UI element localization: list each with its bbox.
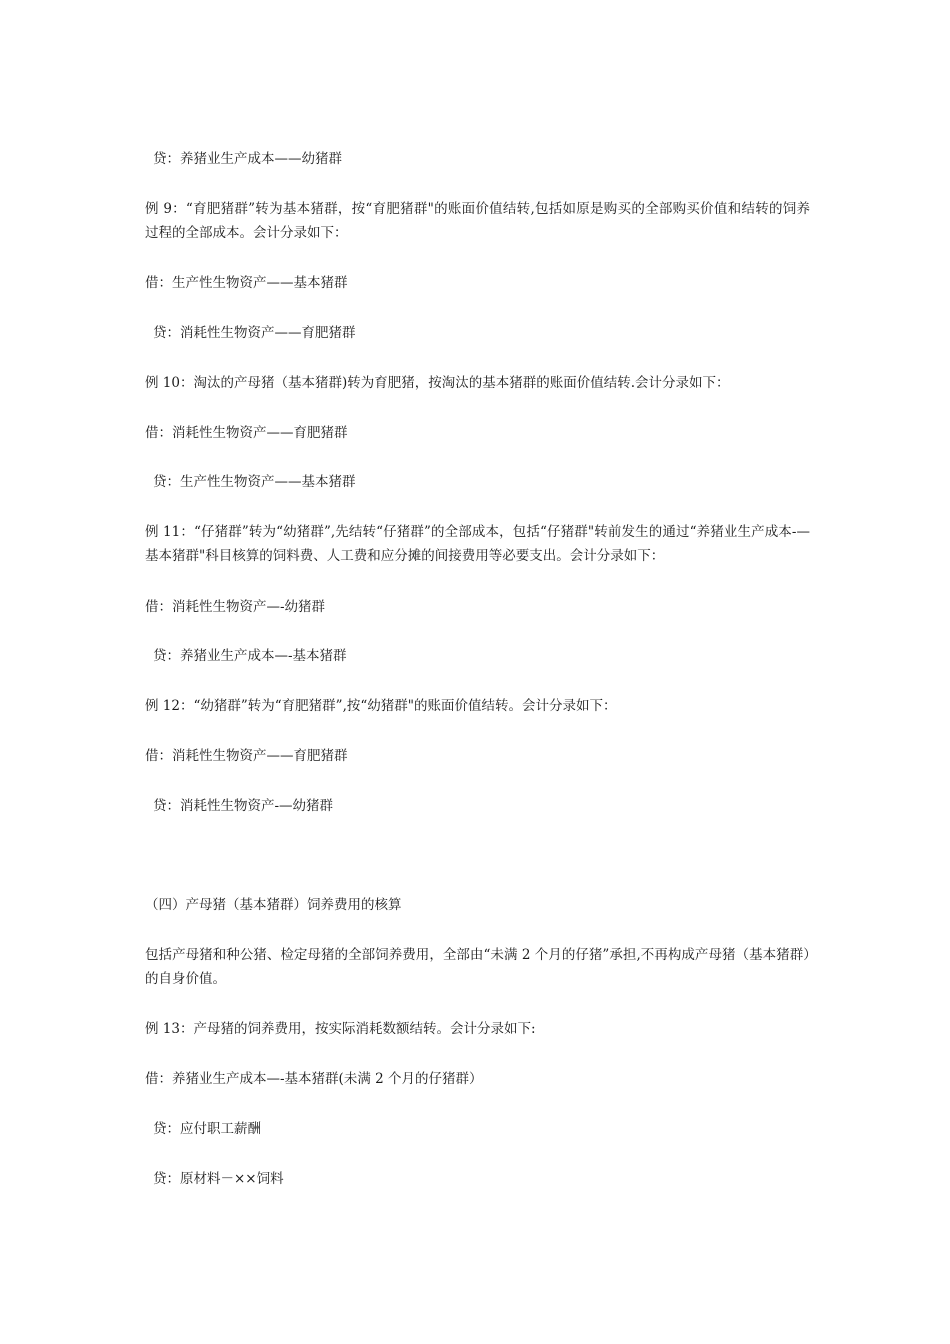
credit-line-consumable-fattening: 贷：消耗性生物资产——育肥猪群 [153,325,356,341]
credit-line-young-pig: 贷：养猪业生产成本——幼猪群 [153,151,342,167]
example-10-paragraph: 例 10：淘汰的产母猪（基本猪群)转为育肥猪，按淘汰的基本猪群的账面价值结转.会计分录如下： [145,375,730,391]
debit-line-consumable-fattening: 借：消耗性生物资产——育肥猪群 [145,425,348,441]
credit-line-feed-material: 贷：原材料－××饲料 [153,1171,284,1187]
debit-line-consumable-young: 借：消耗性生物资产—-幼猪群 [145,599,326,615]
debit-line-productive-basic: 借：生产性生物资产——基本猪群 [145,275,348,291]
example-12-paragraph: 例 12：“幼猪群”转为“育肥猪群”,按“幼猪群"的账面价值结转。会计分录如下： [145,698,617,714]
credit-line-productive-basic: 贷：生产性生物资产——基本猪群 [153,474,356,490]
credit-line-cost-basic: 贷：养猪业生产成本—-基本猪群 [153,648,347,664]
example-13-paragraph: 例 13：产母猪的饲养费用，按实际消耗数额结转。会计分录如下: [145,1021,536,1037]
debit-line-cost-basic-piglets: 借：养猪业生产成本—-基本猪群(未满 2 个月的仔猪群） [145,1071,483,1087]
sow-feeding-paragraph: 包括产母猪和种公猪、检定母猪的全部饲养费用，全部由“未满 2 个月的仔猪”承担,不再构成产母猪（基本猪群）的自身价值。 [145,947,810,987]
example-11-paragraph: 例 11：“仔猪群”转为“幼猪群”,先结转“仔猪群”的全部成本，包括“仔猪群"转前发生的通过“养猪业生产成本-—基本猪群"科目核算的饲料费、人工费和应分摊的间接费用等必要支出。会计分录如下： [145,524,810,564]
debit-line-consumable-fattening-2: 借：消耗性生物资产——育肥猪群 [145,748,348,764]
section-heading-sow-feeding: （四）产母猪（基本猪群）饲养费用的核算 [145,897,402,913]
credit-line-consumable-young: 贷：消耗性生物资产-—幼猪群 [153,798,334,814]
example-9-paragraph: 例 9：“育肥猪群”转为基本猪群，按“育肥猪群"的账面价值结转,包括如原是购买的全部购买价值和结转的饲养过程的全部成本。会计分录如下： [145,201,810,241]
credit-line-payroll: 贷：应付职工薪酬 [153,1121,261,1137]
